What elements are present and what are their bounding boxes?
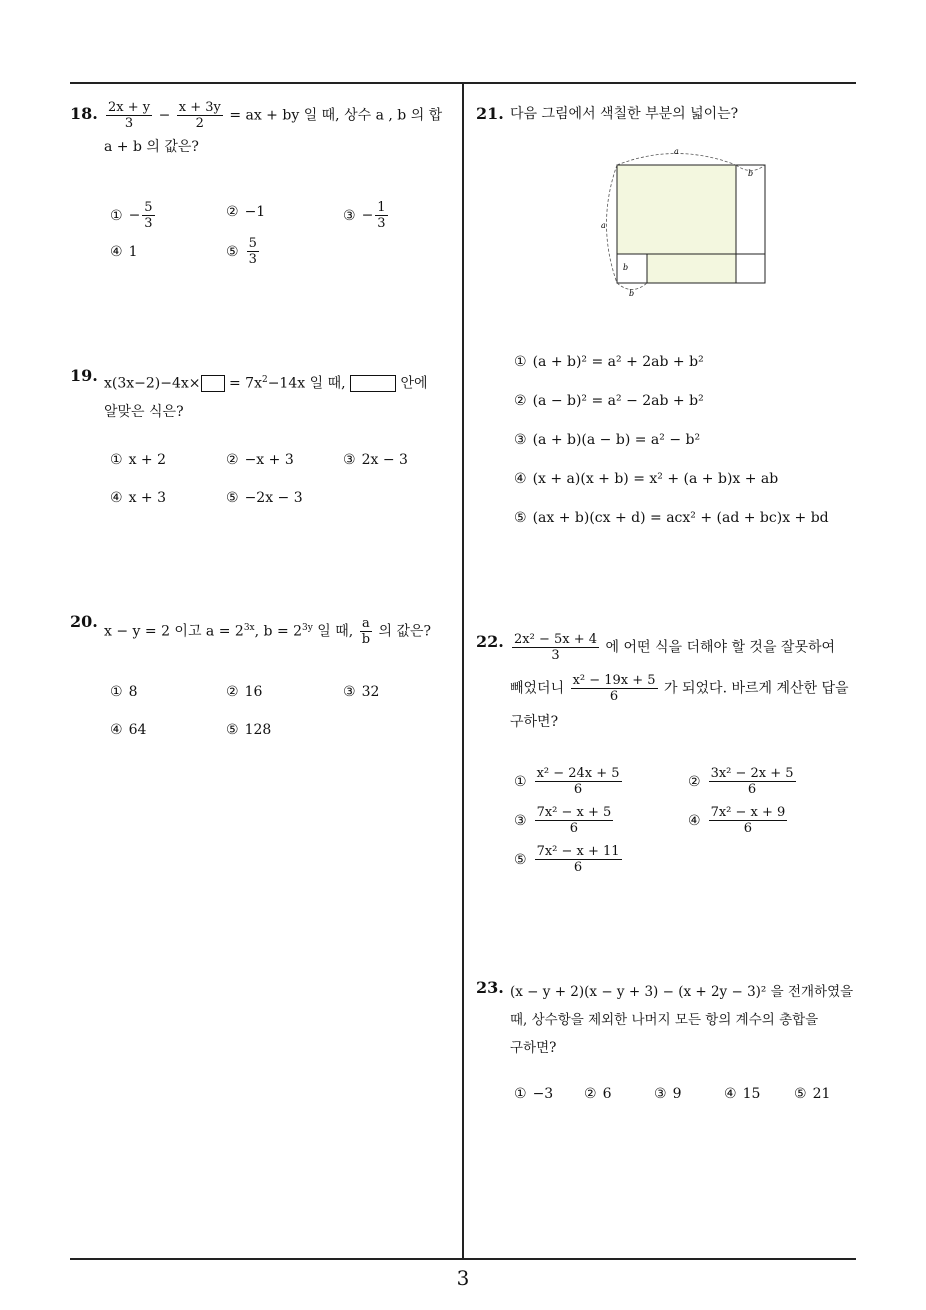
option-2[interactable]: ② −x + 3 (226, 452, 294, 468)
option-1[interactable]: ① $\frac{\text{x² − 24x + 5}}{6}$ (514, 766, 620, 797)
shaded-square (617, 165, 736, 254)
question-number: 18. (70, 104, 98, 123)
option-5[interactable]: ⑤ −2x − 3 (226, 490, 303, 506)
option-5[interactable]: ⑤ (ax + b)(cx + d) = acx² + (ad + bc)x + bd (514, 510, 829, 526)
option-3[interactable]: ③ (a + b)(a − b) = a² − b² (514, 432, 701, 448)
question-23 (476, 978, 862, 1118)
option-3[interactable]: ③ − $\frac{1}{3}$ (343, 200, 386, 231)
column-divider (462, 83, 464, 1259)
option-1[interactable]: ① − $\frac{5}{3}$ (110, 200, 153, 231)
label-b-inner: b (623, 263, 629, 272)
option-1[interactable]: ① −3 (514, 1086, 554, 1102)
option-3[interactable]: ③ 2x − 3 (343, 452, 408, 468)
blank-box (350, 375, 396, 392)
question-18 (70, 100, 460, 284)
option-5[interactable]: ⑤ $\frac{5}{3}$ (226, 236, 257, 267)
option-3[interactable]: ③ $\frac{\text{7x² − x + 5}}{6}$ (514, 805, 612, 836)
fraction: $\frac{\text{x² − 19x + 5}}{6}$ (572, 673, 656, 704)
option-4[interactable]: ④ x + 3 (110, 490, 166, 506)
question-text: $\frac{\text{2x² − 5x + 4}}{3}$ 에 어떤 식을 더해야 할 것을 잘못하여 빼었더니 $\frac{\text{x² − 19x + 5}}{6}$ 가 되었다. 바르게 계산한 답을 구하면? (510, 632, 849, 730)
option-2[interactable]: ② 16 (226, 684, 263, 700)
option-3[interactable]: ③ 9 (654, 1086, 682, 1102)
label-a-top: a (674, 147, 679, 156)
option-3[interactable]: ③ 32 (343, 684, 380, 700)
fraction: $\frac{x + 3y}{2}$ (178, 100, 221, 131)
question-19 (70, 366, 460, 516)
brace-a-left (607, 165, 618, 283)
blank-box (201, 375, 225, 392)
option-4[interactable]: ④ 1 (110, 244, 138, 260)
question-22 (476, 632, 862, 892)
label-a-left: a (601, 221, 606, 230)
corner-square-right (736, 254, 765, 283)
question-21 (476, 104, 862, 544)
option-2[interactable]: ② (a − b)² = a² − 2ab + b² (514, 393, 704, 409)
option-2[interactable]: ② 6 (584, 1086, 612, 1102)
shaded-strip (647, 254, 736, 283)
question-text: $x(3x-2)-4x\times = 7x^2-14x$ 일 때, 안에 알맞은 식은? (104, 375, 428, 420)
fraction: $\frac{a}{b}$ (361, 616, 371, 648)
option-4[interactable]: ④ (x + a)(x + b) = x² + (a + b)x + ab (514, 471, 779, 487)
page-number: 3 (456, 1266, 470, 1290)
label-b-bottom: b (629, 289, 635, 298)
question-number: 23. (476, 978, 504, 997)
option-5[interactable]: ⑤ 128 (226, 722, 272, 738)
area-diagram (596, 144, 796, 304)
option-4[interactable]: ④ 64 (110, 722, 147, 738)
question-number: 20. (70, 612, 98, 631)
question-text: x − y = 2 이고 $a = 2^{3x}$, $b = 2^{3y}$ 일 때, $\frac{a}{b}$ 의 값은? (104, 616, 432, 648)
question-text: (x − y + 2)(x − y + 3) − (x + 2y − 3)² 을 전개하였을 때, 상수항을 제외한 나머지 모든 항의 계수의 총합을 구하면? (510, 984, 854, 1056)
question-number: 21. (476, 104, 504, 123)
option-4[interactable]: ④ $\frac{\text{7x² − x + 9}}{6}$ (688, 805, 786, 836)
label-b-top: b (748, 169, 754, 178)
option-1[interactable]: ① 8 (110, 684, 138, 700)
question-20 (70, 612, 460, 752)
right-strip (736, 165, 765, 254)
option-4[interactable]: ④ 15 (724, 1086, 761, 1102)
option-5[interactable]: ⑤ $\frac{\text{7x² − x + 11}}{6}$ (514, 844, 620, 875)
option-5[interactable]: ⑤ 21 (794, 1086, 831, 1102)
fraction: $\frac{2x + y}{3}$ (108, 100, 151, 131)
corner-square-left (617, 254, 647, 283)
option-2[interactable]: ② −1 (226, 204, 266, 220)
option-2[interactable]: ② $\frac{\text{3x² − 2x + 5}}{6}$ (688, 766, 794, 797)
question-text: 다음 그림에서 색칠한 부분의 넓이는? (510, 106, 739, 122)
question-text: $\frac{2x + y}{3}$ − $\frac{x + 3y}{2}$ = ax + by 일 때, 상수 a , b 의 합 a + b 의 값은? (104, 100, 443, 155)
fraction: $\frac{\text{2x² − 5x + 4}}{3}$ (514, 632, 598, 663)
question-number: 22. (476, 632, 504, 651)
question-number: 19. (70, 366, 98, 385)
option-1[interactable]: ① (a + b)² = a² + 2ab + b² (514, 354, 704, 370)
option-1[interactable]: ① x + 2 (110, 452, 166, 468)
